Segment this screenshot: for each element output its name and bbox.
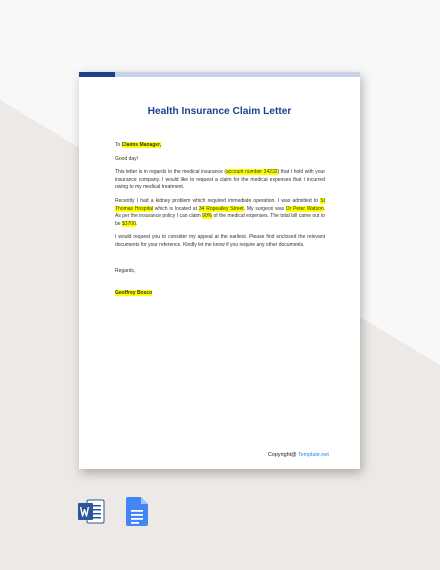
copyright-footer: Copyright@ Template.net	[268, 452, 329, 458]
letter-document	[79, 72, 360, 469]
paragraph-2: Recently I had a kidney problem which required immediate operation. I was admitted to St Thomas Hospital which is located at 34 Ropealley Street. My surgeon was Dr Peter Watson. As per the insurance policy I can claim 90% of the medical expenses. The total bill came out to be $3700.	[115, 197, 326, 227]
percent-highlight: 90%	[202, 213, 213, 220]
letter-title: Health Insurance Claim Letter	[147, 106, 292, 117]
signature	[115, 290, 325, 298]
account-highlight: account number 34232	[226, 169, 278, 176]
signature-highlight: Geoffrey Bosco	[115, 290, 153, 297]
amount-highlight: $3700	[121, 220, 136, 227]
address-highlight: 34 Ropealley Street	[198, 205, 244, 212]
recipient-highlight: Claims Manager,	[121, 142, 162, 148]
header-bar	[79, 72, 360, 77]
doctor-highlight: Dr Peter Watson	[285, 205, 324, 212]
hospital-highlight: St Thomas Hospital	[115, 197, 325, 212]
header-bar-accent	[79, 72, 115, 77]
letter-body	[115, 142, 325, 304]
brand-link[interactable]: Template.net	[297, 452, 329, 458]
paragraph-3: I would request you to consider my appeal at the earliest. Please find enclosed the relevant documents for your reference. Kindly let me know if you require any other documents.	[115, 234, 325, 248]
salutation: To Claims Manager,	[115, 142, 162, 148]
word-icon[interactable]	[78, 499, 105, 524]
greeting: Good day!	[115, 155, 139, 162]
paragraph-1: This letter is in regards to the medical insurance (account number 34232) that I hold with your insurance company. I would like to request a claim for the medical expenses that I incurred owing to my medical treatment.	[115, 169, 325, 191]
google-docs-icon[interactable]	[126, 497, 148, 526]
closing: Regards,	[115, 267, 136, 274]
